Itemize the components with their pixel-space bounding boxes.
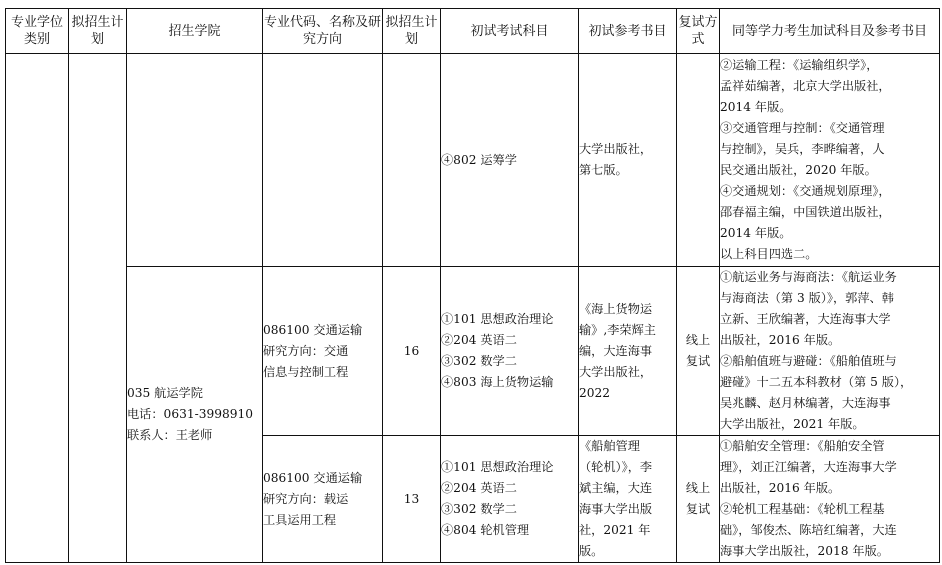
equal-level-line: 2014 年版。 xyxy=(720,226,792,240)
major-line: 研究方向：交通 xyxy=(263,343,349,358)
table-row xyxy=(6,54,940,267)
exam-book-line: 大学出版社， xyxy=(579,142,653,156)
header-degree-type: 专业学位类别 xyxy=(6,9,69,54)
header-plan-total: 拟招生计划 xyxy=(69,9,127,54)
major-line: 086100 交通运输 xyxy=(263,470,363,485)
equal-level-line: ①航运业务与海商法：《航运业务 xyxy=(720,270,897,284)
plan-cell-continued xyxy=(383,54,441,267)
equal-level-line: ③交通管理与控制：《交通管理 xyxy=(720,121,885,135)
equal-level-line: ①船舶安全管理：《船舶安全管 xyxy=(720,439,885,453)
major-cell xyxy=(263,267,383,436)
plan-cell: 13 xyxy=(383,436,441,563)
exam-book-line: 社，2021 年 xyxy=(579,523,651,537)
exam-subject-item: ④804 轮机管理 xyxy=(441,523,530,537)
exam-subjects-cell xyxy=(441,54,579,267)
exam-book-line: 海事大学出版 xyxy=(579,502,653,516)
equal-level-line: 民交通出版社，2020 年版。 xyxy=(720,163,877,177)
retest-line: 线上 xyxy=(685,481,711,495)
header-retest-mode: 复试方式 xyxy=(677,9,720,54)
exam-book-line: 2022 xyxy=(579,385,611,400)
exam-book-line: 输》,李荣辉主 xyxy=(579,322,656,337)
major-line: 工具运用工程 xyxy=(263,512,337,527)
equal-level-cell xyxy=(720,267,940,436)
equal-level-line: 出版社，2016 年版。 xyxy=(720,333,841,347)
equal-level-line: ②船舶值班与避碰：《船舶值班与 xyxy=(720,354,897,368)
header-exam-subjects: 初试考试科目 xyxy=(441,9,579,54)
header-exam-books: 初试参考书目 xyxy=(579,9,677,54)
exam-subject-item: ③302 数学二 xyxy=(441,354,517,368)
equal-level-line: ②轮机工程基础：《轮机工程基 xyxy=(720,502,885,516)
exam-subject-item: ③302 数学二 xyxy=(441,502,517,516)
retest-line: 复试 xyxy=(685,502,711,516)
exam-book-line: 版。 xyxy=(579,544,604,558)
retest-line: 复试 xyxy=(685,354,711,368)
exam-books-cell xyxy=(579,436,677,563)
equal-level-line: 与控制》，吴兵，李晔编著，人 xyxy=(720,142,885,156)
header-college: 招生学院 xyxy=(127,9,263,54)
retest-line: 线上 xyxy=(685,333,711,347)
major-line: 研究方向：载运 xyxy=(263,491,349,506)
exam-book-line: 大学出版社， xyxy=(579,364,653,379)
major-line: 086100 交通运输 xyxy=(263,322,363,337)
equal-level-line: 2014 年版。 xyxy=(720,100,792,114)
equal-level-line: ②运输工程：《运输组织学》， xyxy=(720,58,879,72)
equal-level-line: 以上科目四选二。 xyxy=(720,247,818,261)
college-cell xyxy=(127,267,263,563)
equal-level-line: 邵春福主编，中国铁道出版社， xyxy=(720,205,891,219)
exam-books-cell xyxy=(579,267,677,436)
equal-level-line: 吴兆麟、赵月林编著，大连海事 xyxy=(720,396,891,410)
table-row xyxy=(6,267,940,436)
equal-level-line: 孟祥茹编著，北京大学出版社， xyxy=(720,79,891,93)
college-cell-continued xyxy=(127,54,263,267)
major-cell xyxy=(263,436,383,563)
equal-level-line: 与海商法（第 3 版）》，郭萍、韩 xyxy=(720,291,894,305)
equal-level-line: 避碰》十二五本科教材（第 5 版）， xyxy=(720,375,913,389)
equal-level-line: 大学出版社，2021 年版。 xyxy=(720,417,865,431)
exam-subject-item: ②204 英语二 xyxy=(441,481,517,495)
major-cell-continued xyxy=(263,54,383,267)
exam-book-line: 编，大连海事 xyxy=(579,343,653,358)
header-major-code: 专业代码、名称及研究方向 xyxy=(263,9,383,54)
exam-subject-item: ①101 思想政治理论 xyxy=(441,312,554,326)
equal-level-cell xyxy=(720,436,940,563)
retest-cell xyxy=(677,267,720,436)
exam-book-line: 第七版。 xyxy=(579,163,628,177)
equal-level-line: 出版社，2016 年版。 xyxy=(720,481,841,495)
equal-level-cell xyxy=(720,54,940,267)
header-equal-level: 同等学力考生加试科目及参考书目 xyxy=(720,9,940,54)
header-row xyxy=(6,9,940,54)
plan-total-cell xyxy=(69,54,127,563)
equal-level-line: 理》，刘正江编著，大连海事大学 xyxy=(720,460,897,474)
plan-cell: 16 xyxy=(383,267,441,436)
equal-level-line: 海事大学出版社，2018 年版。 xyxy=(720,544,889,558)
exam-subject-item: ④803 海上货物运输 xyxy=(441,375,554,389)
header-plan: 拟招生计划 xyxy=(383,9,441,54)
degree-type-cell xyxy=(6,54,69,563)
college-phone: 电话：0631-3998910 xyxy=(127,407,253,421)
exam-books-cell xyxy=(579,54,677,267)
major-line: 信息与控制工程 xyxy=(263,364,349,379)
exam-book-line: （轮机）》，李 xyxy=(579,460,653,474)
equal-level-line: ④交通规划：《交通规划原理》， xyxy=(720,184,891,198)
retest-cell-continued xyxy=(677,54,720,267)
exam-book-line: 《船舶管理 xyxy=(579,439,640,453)
exam-subjects-cell xyxy=(441,436,579,563)
exam-subject-item: ①101 思想政治理论 xyxy=(441,460,554,474)
exam-book-line: 《海上货物运 xyxy=(579,301,653,316)
admission-table xyxy=(5,8,940,563)
college-contact: 联系人：王老师 xyxy=(127,428,213,442)
equal-level-line: 立新、王欣编著，大连海事大学 xyxy=(720,312,891,326)
college-name: 035 航运学院 xyxy=(127,386,203,400)
exam-subject-item: ④802 运筹学 xyxy=(441,152,517,167)
exam-subjects-cell xyxy=(441,267,579,436)
exam-subject-item: ②204 英语二 xyxy=(441,333,517,347)
exam-book-line: 斌主编，大连 xyxy=(579,481,653,495)
retest-cell xyxy=(677,436,720,563)
equal-level-line: 础》，邹俊杰、陈培红编著，大连 xyxy=(720,523,897,537)
